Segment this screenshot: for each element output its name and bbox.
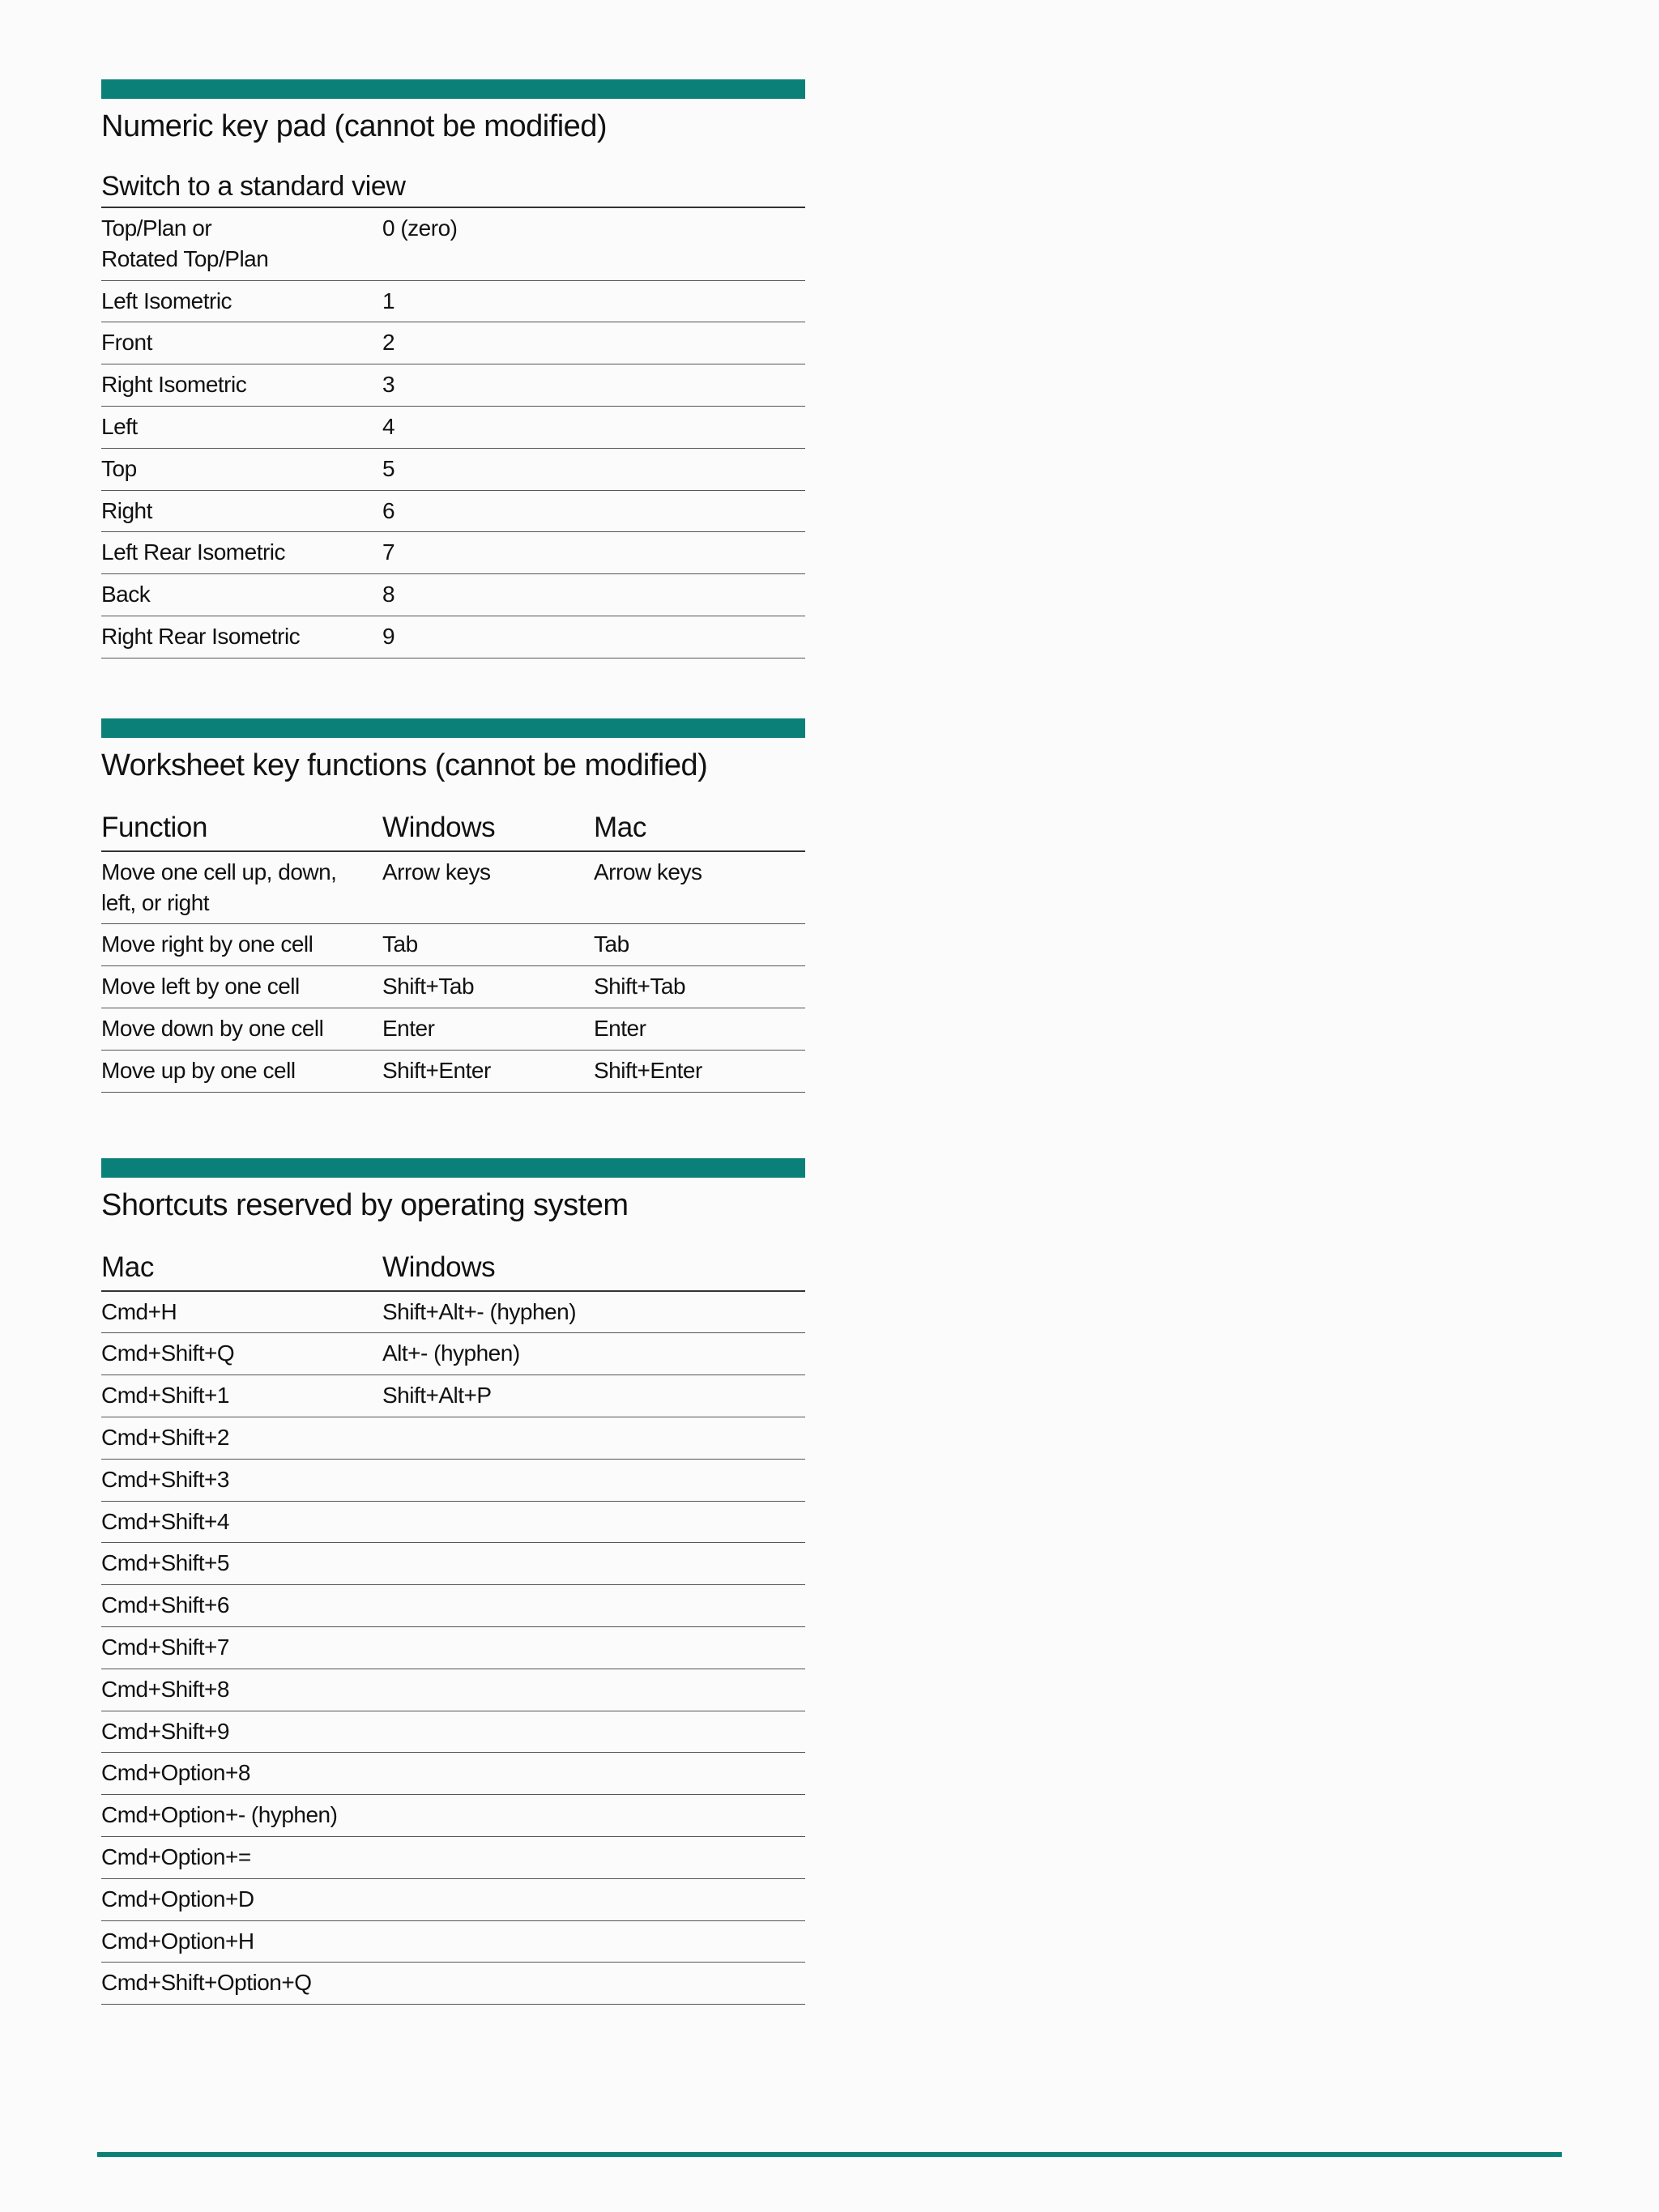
cell-windows: Alt+- (hyphen) (382, 1333, 805, 1375)
cell-mac: Cmd+Shift+2 (101, 1417, 382, 1459)
cell-key: 0 (zero) (382, 208, 805, 280)
table-header-row (101, 1251, 805, 1291)
table-row (101, 851, 805, 924)
table-row (101, 1836, 805, 1878)
cell-mac: Cmd+Shift+1 (101, 1375, 382, 1417)
cell-windows (382, 1836, 805, 1878)
cell-mac: Cmd+Shift+4 (101, 1501, 382, 1543)
numeric-keypad-title: Numeric key pad (cannot be modified) (101, 109, 608, 143)
table-row (101, 1291, 805, 1333)
cell-mac: Cmd+Option+H (101, 1920, 382, 1963)
reserved-shortcuts-table-body (101, 1291, 805, 2005)
standard-view-table-body (101, 208, 805, 658)
standard-view-subheading: Switch to a standard view (101, 173, 805, 208)
cell-windows (382, 1878, 805, 1920)
cell-key: 7 (382, 532, 805, 574)
cell-windows (382, 1669, 805, 1711)
table-row (101, 1878, 805, 1920)
cell-windows: Shift+Enter (382, 1050, 594, 1092)
cell-mac: Cmd+Shift+3 (101, 1459, 382, 1501)
cell-mac: Cmd+Shift+9 (101, 1711, 382, 1753)
table-row (101, 1008, 805, 1050)
cell-windows: Arrow keys (382, 851, 594, 924)
cell-function: Move down by one cell (101, 1008, 382, 1050)
column-header-windows: Windows (382, 812, 594, 851)
standard-view-table (101, 208, 805, 658)
cell-windows (382, 1753, 805, 1795)
table-header-row (101, 812, 805, 851)
table-row (101, 1711, 805, 1753)
table-row (101, 1417, 805, 1459)
table-row (101, 448, 805, 490)
cell-mac: Shift+Tab (594, 966, 805, 1008)
cell-key: 8 (382, 574, 805, 616)
cell-windows (382, 1501, 805, 1543)
table-row (101, 574, 805, 616)
numeric-keypad-section (101, 79, 805, 658)
cell-view: Left (101, 406, 382, 448)
table-row (101, 280, 805, 322)
cell-mac: Cmd+Shift+5 (101, 1543, 382, 1585)
cell-function: Move one cell up, down, left, or right (101, 851, 382, 924)
worksheet-keys-title: Worksheet key functions (cannot be modified) (101, 748, 708, 782)
cell-key: 9 (382, 616, 805, 658)
table-row (101, 1543, 805, 1585)
cell-mac: Cmd+Shift+Q (101, 1333, 382, 1375)
table-row (101, 1501, 805, 1543)
cell-mac: Cmd+Shift+6 (101, 1585, 382, 1627)
cell-windows (382, 1459, 805, 1501)
cell-mac: Enter (594, 1008, 805, 1050)
cell-windows (382, 1417, 805, 1459)
footer-accent-rule (97, 2152, 1562, 2157)
table-row (101, 616, 805, 658)
cell-windows (382, 1711, 805, 1753)
cell-key: 5 (382, 448, 805, 490)
section-accent-bar (101, 718, 805, 738)
cell-function: Move up by one cell (101, 1050, 382, 1092)
cell-windows (382, 1963, 805, 2005)
cell-windows: Enter (382, 1008, 594, 1050)
cell-mac: Cmd+Option+= (101, 1836, 382, 1878)
table-row (101, 490, 805, 532)
cell-view: Top/Plan or Rotated Top/Plan (101, 208, 382, 280)
cell-mac: Cmd+H (101, 1291, 382, 1333)
table-row (101, 364, 805, 407)
cell-windows: Tab (382, 924, 594, 966)
cell-mac: Arrow keys (594, 851, 805, 924)
table-row (101, 322, 805, 364)
cell-key: 4 (382, 406, 805, 448)
table-row (101, 1050, 805, 1092)
table-row (101, 1459, 805, 1501)
column-header-function: Function (101, 812, 382, 851)
cell-windows (382, 1585, 805, 1627)
cell-key: 3 (382, 364, 805, 407)
cell-view: Back (101, 574, 382, 616)
worksheet-keys-section (101, 718, 805, 1093)
table-row (101, 1753, 805, 1795)
cell-function: Move right by one cell (101, 924, 382, 966)
cell-mac: Cmd+Shift+7 (101, 1626, 382, 1669)
table-row (101, 1333, 805, 1375)
cell-windows (382, 1626, 805, 1669)
table-row (101, 1963, 805, 2005)
column-header-windows: Windows (382, 1251, 805, 1291)
worksheet-keys-table (101, 812, 805, 1093)
cell-key: 6 (382, 490, 805, 532)
cell-key: 1 (382, 280, 805, 322)
table-row (101, 924, 805, 966)
table-row (101, 1669, 805, 1711)
cell-view: Left Isometric (101, 280, 382, 322)
section-accent-bar (101, 1158, 805, 1178)
cell-mac: Shift+Enter (594, 1050, 805, 1092)
cell-windows (382, 1543, 805, 1585)
column-header-mac: Mac (101, 1251, 382, 1291)
cell-mac: Cmd+Option+8 (101, 1753, 382, 1795)
table-row (101, 1375, 805, 1417)
cell-view: Left Rear Isometric (101, 532, 382, 574)
cell-mac: Cmd+Shift+Option+Q (101, 1963, 382, 2005)
section-accent-bar (101, 79, 805, 99)
cell-key: 2 (382, 322, 805, 364)
column-header-mac: Mac (594, 812, 805, 851)
cell-view: Front (101, 322, 382, 364)
table-row (101, 1795, 805, 1837)
cell-windows: Shift+Alt+P (382, 1375, 805, 1417)
cell-mac: Cmd+Option+D (101, 1878, 382, 1920)
cell-view: Right (101, 490, 382, 532)
cell-windows (382, 1795, 805, 1837)
cell-view: Right Isometric (101, 364, 382, 407)
reserved-shortcuts-section (101, 1158, 805, 2005)
table-row (101, 406, 805, 448)
cell-view: Right Rear Isometric (101, 616, 382, 658)
cell-mac: Cmd+Option+- (hyphen) (101, 1795, 382, 1837)
cell-mac: Tab (594, 924, 805, 966)
table-row (101, 532, 805, 574)
table-row (101, 208, 805, 280)
table-row (101, 1920, 805, 1963)
cell-windows: Shift+Alt+- (hyphen) (382, 1291, 805, 1333)
reserved-shortcuts-table (101, 1251, 805, 2005)
cell-function: Move left by one cell (101, 966, 382, 1008)
document-content (101, 79, 805, 2005)
cell-windows: Shift+Tab (382, 966, 594, 1008)
cell-view: Top (101, 448, 382, 490)
worksheet-keys-table-body (101, 851, 805, 1092)
reserved-shortcuts-title: Shortcuts reserved by operating system (101, 1187, 629, 1222)
table-row (101, 966, 805, 1008)
table-row (101, 1626, 805, 1669)
table-row (101, 1585, 805, 1627)
cell-windows (382, 1920, 805, 1963)
cell-mac: Cmd+Shift+8 (101, 1669, 382, 1711)
